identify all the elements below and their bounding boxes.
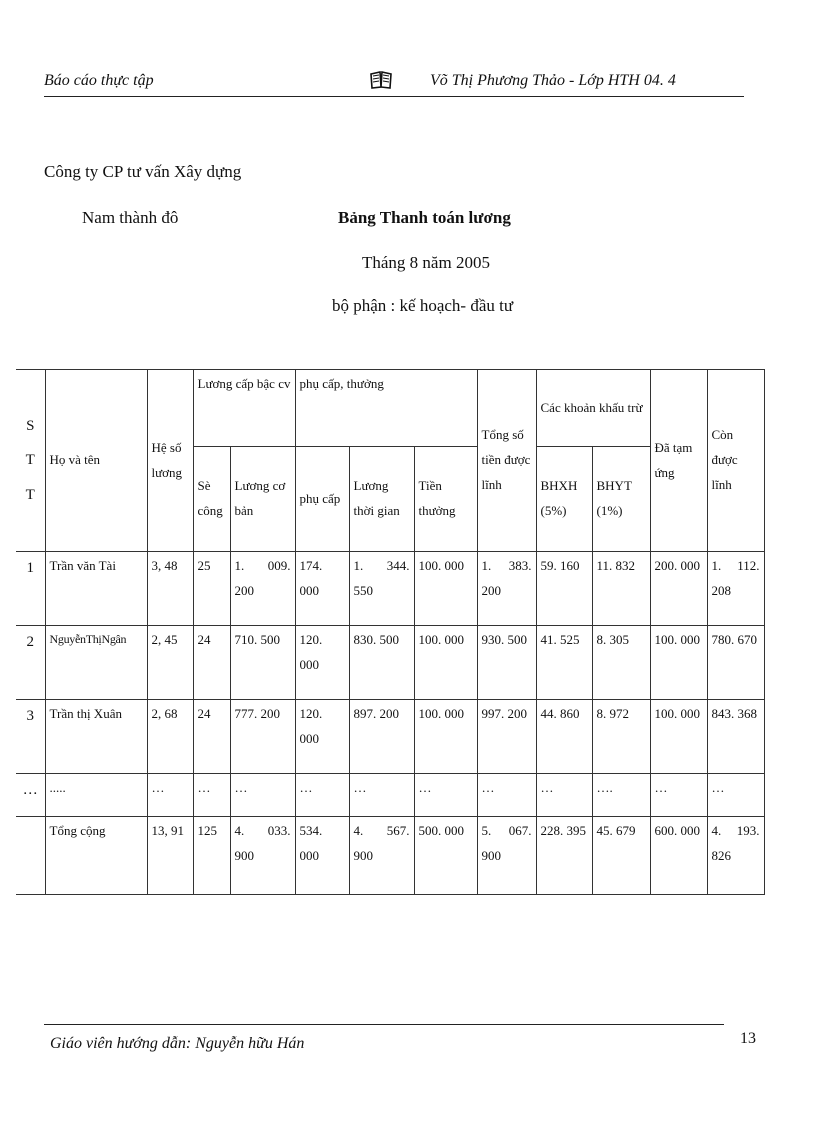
book-icon bbox=[370, 70, 392, 90]
row-bhyt: 8. 972 bbox=[592, 700, 650, 774]
total-bhxh: 228. 395 bbox=[536, 817, 592, 895]
value-part: 200 bbox=[481, 582, 501, 598]
total-workdays: 125 bbox=[193, 817, 230, 895]
value-part: 5. bbox=[481, 823, 492, 838]
row-workdays: 24 bbox=[193, 700, 230, 774]
bhxh-label: BHXH bbox=[540, 478, 578, 494]
total-remaining bbox=[707, 817, 764, 895]
row-coefficient: 2, 45 bbox=[147, 626, 193, 700]
row-base-salary: 710. 500 bbox=[230, 626, 295, 700]
value-part: 826 bbox=[711, 847, 731, 863]
row-advance: 100. 000 bbox=[650, 626, 707, 700]
remaining-header: Còn được lĩnh bbox=[707, 370, 764, 552]
row-remaining: 843. 368 bbox=[707, 700, 764, 774]
footer-text: Giáo viên hướng dẫn: Nguyễn hữu Hán bbox=[50, 1035, 305, 1052]
row-stt: 2 bbox=[16, 626, 45, 700]
row-bhyt: 11. 832 bbox=[592, 552, 650, 626]
table-row bbox=[16, 552, 764, 626]
ellipsis-cell: ..... bbox=[45, 774, 147, 817]
time-salary-header: Lương thời gian bbox=[349, 447, 414, 552]
row-coefficient: 2, 68 bbox=[147, 700, 193, 774]
row-advance: 200. 000 bbox=[650, 552, 707, 626]
row-workdays: 24 bbox=[193, 626, 230, 700]
value-part: 200 bbox=[234, 582, 254, 598]
header-left-text: Báo cáo thực tập bbox=[44, 72, 154, 89]
advance-header: Đã tạm ứng bbox=[650, 370, 707, 552]
base-salary-header: Lương cơ bản bbox=[230, 447, 295, 552]
bhyt-header bbox=[592, 447, 650, 552]
stt-letter: T bbox=[25, 452, 35, 469]
ellipsis-cell: … bbox=[349, 774, 414, 817]
total-allowance bbox=[295, 817, 349, 895]
stt-letter: S bbox=[26, 417, 35, 434]
bhyt-label: BHYT bbox=[596, 478, 632, 494]
value-part: 000 bbox=[299, 730, 319, 746]
row-bhyt: 8. 305 bbox=[592, 626, 650, 700]
value-part: 1. bbox=[481, 558, 492, 573]
row-base-salary bbox=[230, 552, 295, 626]
bhyt-rate: (1%) bbox=[596, 503, 623, 518]
row-bonus: 100. 000 bbox=[414, 700, 477, 774]
value-part: 000 bbox=[299, 582, 319, 598]
coefficient-header: Hệ số lương bbox=[147, 370, 193, 552]
value-part: 1. bbox=[711, 558, 722, 573]
company-name-line1: Công ty CP tư vấn Xây dựng bbox=[44, 162, 242, 181]
total-total bbox=[477, 817, 536, 895]
value-part: 120. bbox=[299, 706, 323, 721]
stt-letter: T bbox=[25, 486, 35, 503]
row-total: 997. 200 bbox=[477, 700, 536, 774]
value-part: 1. bbox=[353, 558, 364, 573]
table-row bbox=[16, 626, 764, 700]
value-part: 4. bbox=[353, 823, 364, 838]
ellipsis-cell: … bbox=[193, 774, 230, 817]
value-part: 067. bbox=[508, 823, 532, 838]
name-header: Họ và tên bbox=[45, 370, 147, 552]
value-part: 567. bbox=[386, 823, 410, 838]
document-title: Bảng Thanh toán lương bbox=[338, 208, 511, 227]
row-allowance bbox=[295, 700, 349, 774]
company-name-line2: Nam thành đô bbox=[82, 208, 179, 227]
row-bhxh: 59. 160 bbox=[536, 552, 592, 626]
value-part: 534. bbox=[299, 823, 323, 838]
row-allowance bbox=[295, 552, 349, 626]
value-part: 120. bbox=[299, 632, 323, 647]
payroll-table bbox=[16, 369, 765, 895]
row-time-salary: 897. 200 bbox=[349, 700, 414, 774]
row-total bbox=[477, 552, 536, 626]
total-header: Tổng số tiền được lĩnh bbox=[477, 370, 536, 552]
row-name: Trần văn Tài bbox=[45, 552, 147, 626]
footer-rule bbox=[44, 1024, 724, 1025]
row-base-salary: 777. 200 bbox=[230, 700, 295, 774]
row-time-salary: 830. 500 bbox=[349, 626, 414, 700]
value-part: 112. bbox=[737, 558, 760, 573]
ellipsis-cell: …. bbox=[592, 774, 650, 817]
total-advance: 600. 000 bbox=[650, 817, 707, 895]
value-part: 000 bbox=[299, 656, 319, 672]
header-right-text: Võ Thị Phương Thảo - Lớp HTH 04. 4 bbox=[430, 72, 676, 89]
row-name: NguyễnThịNgân bbox=[45, 626, 147, 700]
ellipsis-cell: … bbox=[230, 774, 295, 817]
total-time-salary bbox=[349, 817, 414, 895]
bhxh-header bbox=[536, 447, 592, 552]
value-part: 900 bbox=[481, 847, 501, 863]
value-part: 900 bbox=[234, 847, 254, 863]
row-bhxh: 41. 525 bbox=[536, 626, 592, 700]
value-part: 900 bbox=[353, 847, 373, 863]
bhxh-rate: (5%) bbox=[540, 503, 567, 518]
value-part: 4. bbox=[234, 823, 245, 838]
row-coefficient: 3, 48 bbox=[147, 552, 193, 626]
row-workdays: 25 bbox=[193, 552, 230, 626]
grade-salary-header: Lương cấp bậc cv bbox=[193, 370, 295, 447]
ellipsis-cell: … bbox=[536, 774, 592, 817]
table-header-row bbox=[16, 370, 764, 447]
total-base-salary bbox=[230, 817, 295, 895]
deductions-header: Các khoản khấu trừ bbox=[536, 370, 650, 447]
document-month: Tháng 8 năm 2005 bbox=[362, 253, 490, 272]
ellipsis-cell: … bbox=[414, 774, 477, 817]
row-time-salary bbox=[349, 552, 414, 626]
ellipsis-cell: … bbox=[147, 774, 193, 817]
allowance-group-header: phụ cấp, thưởng bbox=[295, 370, 477, 447]
ellipsis-cell: … bbox=[477, 774, 536, 817]
row-total: 930. 500 bbox=[477, 626, 536, 700]
table-row-ellipsis bbox=[16, 774, 764, 817]
row-remaining bbox=[707, 552, 764, 626]
value-part: 4. bbox=[711, 823, 722, 838]
value-part: 344. bbox=[386, 558, 410, 573]
value-part: 174. bbox=[299, 558, 323, 573]
total-label: Tổng cộng bbox=[45, 817, 147, 895]
total-stt-cell bbox=[16, 817, 45, 895]
page-number: 13 bbox=[740, 1030, 756, 1047]
value-part: 000 bbox=[299, 847, 319, 863]
document-department: bộ phận : kế hoạch- đầu tư bbox=[332, 296, 514, 315]
row-remaining: 780. 670 bbox=[707, 626, 764, 700]
value-part: 009. bbox=[267, 558, 291, 573]
row-name: Trần thị Xuân bbox=[45, 700, 147, 774]
row-bonus: 100. 000 bbox=[414, 626, 477, 700]
value-part: 1. bbox=[234, 558, 245, 573]
row-bhxh: 44. 860 bbox=[536, 700, 592, 774]
total-bhyt: 45. 679 bbox=[592, 817, 650, 895]
value-part: 033. bbox=[267, 823, 291, 838]
workdays-header: Sè công bbox=[193, 447, 230, 552]
row-advance: 100. 000 bbox=[650, 700, 707, 774]
total-bonus: 500. 000 bbox=[414, 817, 477, 895]
row-bonus: 100. 000 bbox=[414, 552, 477, 626]
value-part: 208 bbox=[711, 582, 731, 598]
stt-header bbox=[16, 370, 45, 552]
row-allowance bbox=[295, 626, 349, 700]
table-total-row bbox=[16, 817, 764, 895]
allowance-header: phụ cấp bbox=[295, 447, 349, 552]
value-part: 383. bbox=[508, 558, 532, 573]
row-stt: 1 bbox=[16, 552, 45, 626]
row-stt: 3 bbox=[16, 700, 45, 774]
value-part: 550 bbox=[353, 582, 373, 598]
table-row bbox=[16, 700, 764, 774]
ellipsis-cell: … bbox=[707, 774, 764, 817]
total-coefficient: 13, 91 bbox=[147, 817, 193, 895]
ellipsis-cell: … bbox=[295, 774, 349, 817]
ellipsis-cell: … bbox=[16, 774, 45, 817]
header-rule bbox=[44, 96, 744, 97]
value-part: 193. bbox=[736, 823, 760, 838]
bonus-header: Tiền thưởng bbox=[414, 447, 477, 552]
ellipsis-cell: … bbox=[650, 774, 707, 817]
